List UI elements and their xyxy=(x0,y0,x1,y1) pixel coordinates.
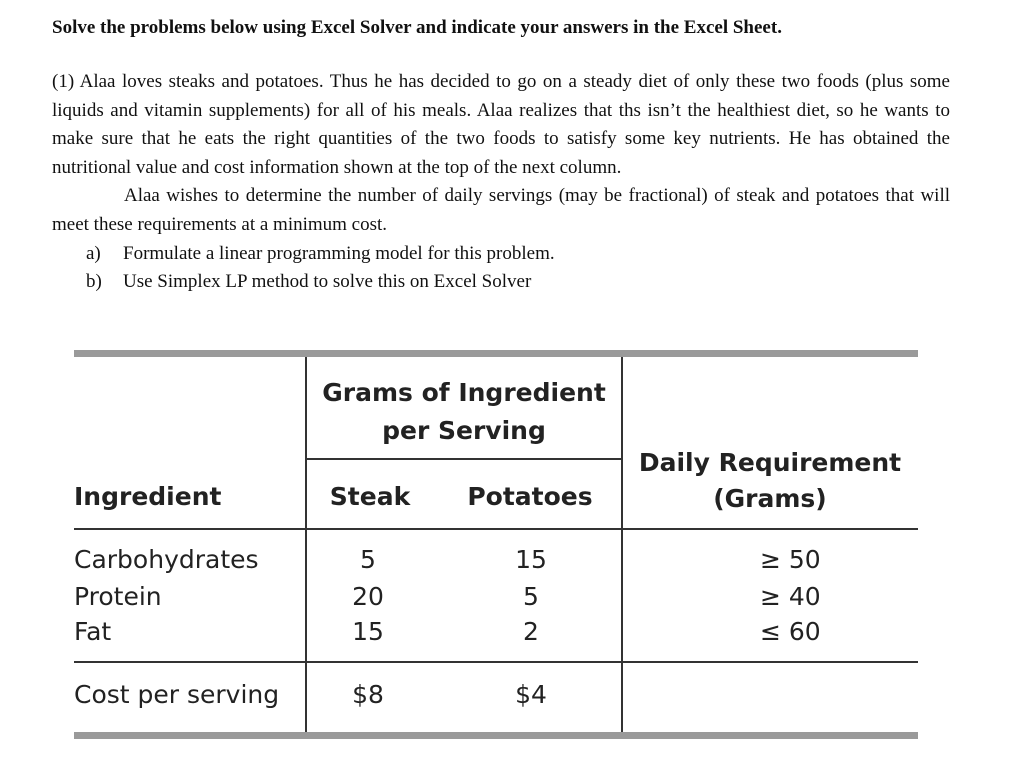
task-item-label: a) xyxy=(86,242,101,264)
task-item-label: b) xyxy=(86,271,102,293)
cell-requirement-carbohydrates: ≥ 50 xyxy=(760,545,821,574)
cell-requirement-fat: ≤ 60 xyxy=(760,617,821,646)
requirement-header: Daily Requirement (Grams) xyxy=(638,448,902,513)
problem-paragraph-2: Alaa wishes to determine the number of daily servings (may be fractional) of steak and potatoes that will meet these requirements at a minimum cost. xyxy=(52,185,950,235)
cell-potatoes-cost: $4 xyxy=(515,680,547,709)
row-label-cost: Cost per serving xyxy=(74,680,280,709)
row-label-carbohydrates: Carbohydrates xyxy=(74,545,259,574)
cell-steak-cost: $8 xyxy=(352,680,384,709)
task-item xyxy=(86,240,950,269)
cell-requirement-protein: ≥ 40 xyxy=(760,582,821,611)
page-heading: Solve the problems below using Excel Solver and indicate your answers in the Excel Sheet. xyxy=(52,17,782,38)
task-item-text: Use Simplex LP method to solve this on Excel Solver xyxy=(123,271,532,293)
cell-potatoes-protein: 5 xyxy=(523,582,539,611)
ingredient-header: Ingredient xyxy=(74,482,222,511)
header-bottom-rule xyxy=(74,528,918,530)
row-label-protein: Protein xyxy=(74,582,162,611)
cell-steak-protein: 20 xyxy=(352,582,384,611)
cell-steak-carbohydrates: 5 xyxy=(360,545,376,574)
potatoes-header: Potatoes xyxy=(467,482,593,511)
cost-row-rule xyxy=(74,661,918,663)
row-label-fat: Fat xyxy=(74,617,112,646)
task-list xyxy=(52,240,950,297)
cell-potatoes-carbohydrates: 15 xyxy=(515,545,547,574)
task-item-text: Formulate a linear programming model for this problem. xyxy=(123,242,555,264)
problem-paragraph-1: (1) Alaa loves steaks and potatoes. Thus he has decided to go on a steady diet of only these two foods (plus some liquids and vitamin supplements) for all of his meals. Alaa realizes that ths isn’t the healthiest diet, so he wants to make sure that he eats the right quantities of the two foods to satisfy some key nutrients. He has obtained the nutritional value and cost information shown at the top of the next column. xyxy=(52,71,950,178)
task-item xyxy=(86,268,950,297)
table-top-rule xyxy=(74,350,918,357)
cell-steak-fat: 15 xyxy=(352,617,384,646)
table-bottom-rule xyxy=(74,732,918,739)
nutrition-table xyxy=(74,350,918,742)
steak-header: Steak xyxy=(329,482,411,511)
problem-document xyxy=(52,14,950,297)
group-header-rule xyxy=(306,458,622,460)
cell-potatoes-fat: 2 xyxy=(523,617,539,646)
group-header: Grams of Ingredient per Serving xyxy=(322,378,606,445)
